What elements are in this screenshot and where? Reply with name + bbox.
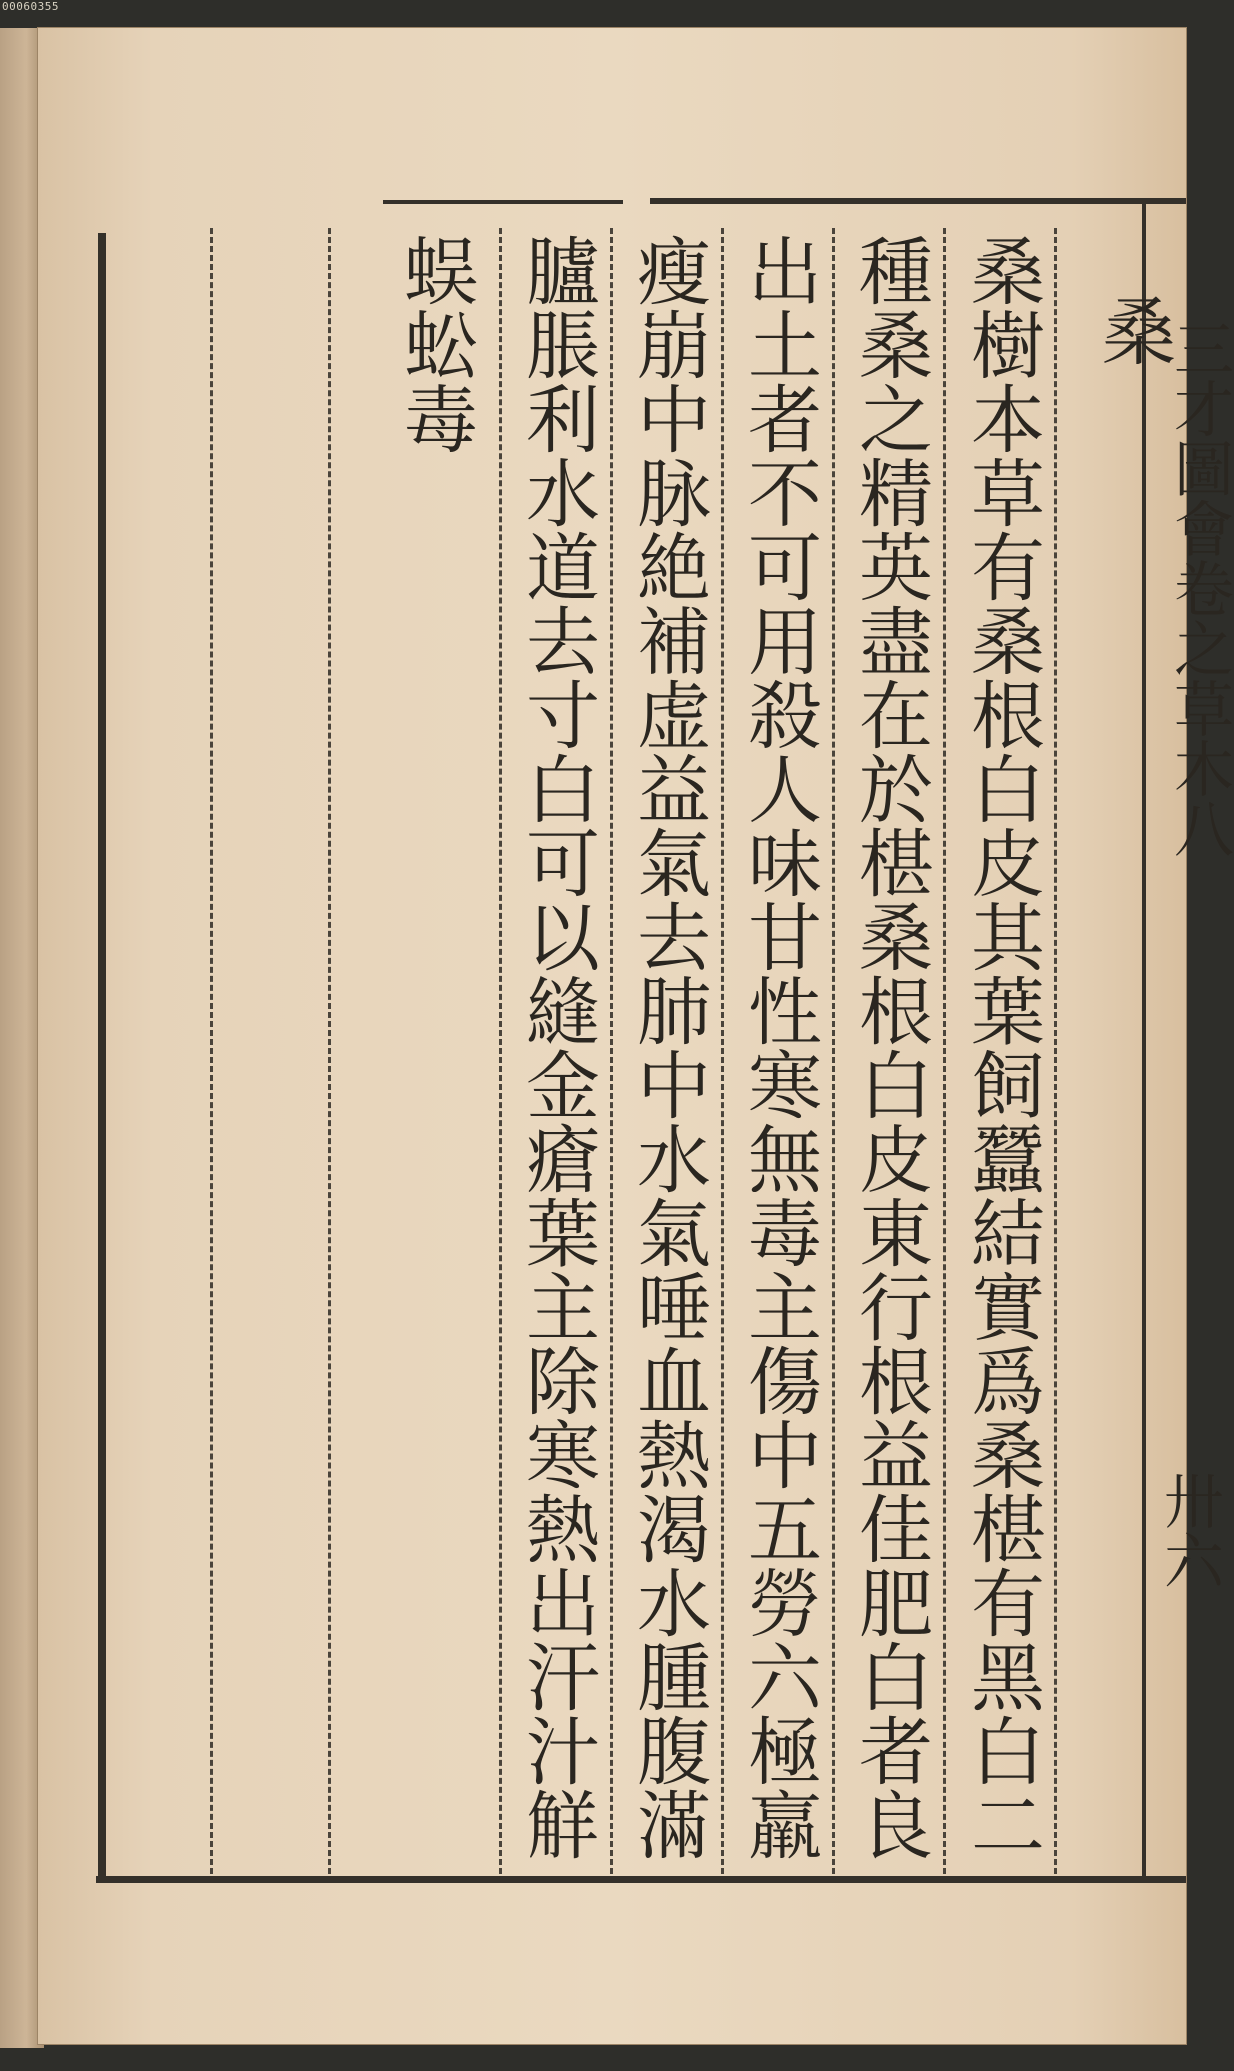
column-divider bbox=[210, 228, 213, 1874]
top-border bbox=[650, 198, 1186, 204]
left-border bbox=[98, 233, 106, 1881]
text-column-1: 桑樹本草有桑根白皮其葉飼蠶結實爲桑椹有黑白二 bbox=[959, 233, 1045, 1861]
column-divider bbox=[610, 228, 613, 1874]
running-title: 三才圖會卷之草木八 bbox=[1164, 318, 1234, 858]
folio-number: 卅六 bbox=[1154, 1470, 1224, 1590]
right-border bbox=[1142, 204, 1146, 1879]
column-divider bbox=[832, 228, 835, 1874]
entry-heading: 桑 bbox=[1090, 293, 1176, 367]
text-column-2: 種桑之精英盡在於椹桑根白皮東行根益佳肥白者良 bbox=[847, 233, 933, 1861]
text-column-6: 蜈蚣毒 bbox=[392, 233, 478, 455]
column-divider bbox=[721, 228, 724, 1874]
book-page bbox=[38, 28, 1234, 2044]
top-border-left bbox=[383, 200, 623, 204]
bottom-border bbox=[96, 1876, 1186, 1883]
column-divider bbox=[499, 228, 502, 1874]
column-divider bbox=[328, 228, 331, 1874]
text-column-5: 臚脹利水道去寸白可以縫金瘡葉主除寒熱出汗汁觧 bbox=[514, 233, 600, 1861]
column-divider bbox=[1054, 228, 1057, 1874]
film-frame-number: 00060355 bbox=[2, 0, 59, 13]
text-column-3: 出土者不可用殺人味甘性寒無毒主傷中五勞六極羸 bbox=[736, 233, 822, 1861]
column-divider bbox=[943, 228, 946, 1874]
text-column-4: 瘦崩中脉絶補虚益氣去肺中水氣唾血熱渴水腫腹滿 bbox=[625, 233, 711, 1861]
